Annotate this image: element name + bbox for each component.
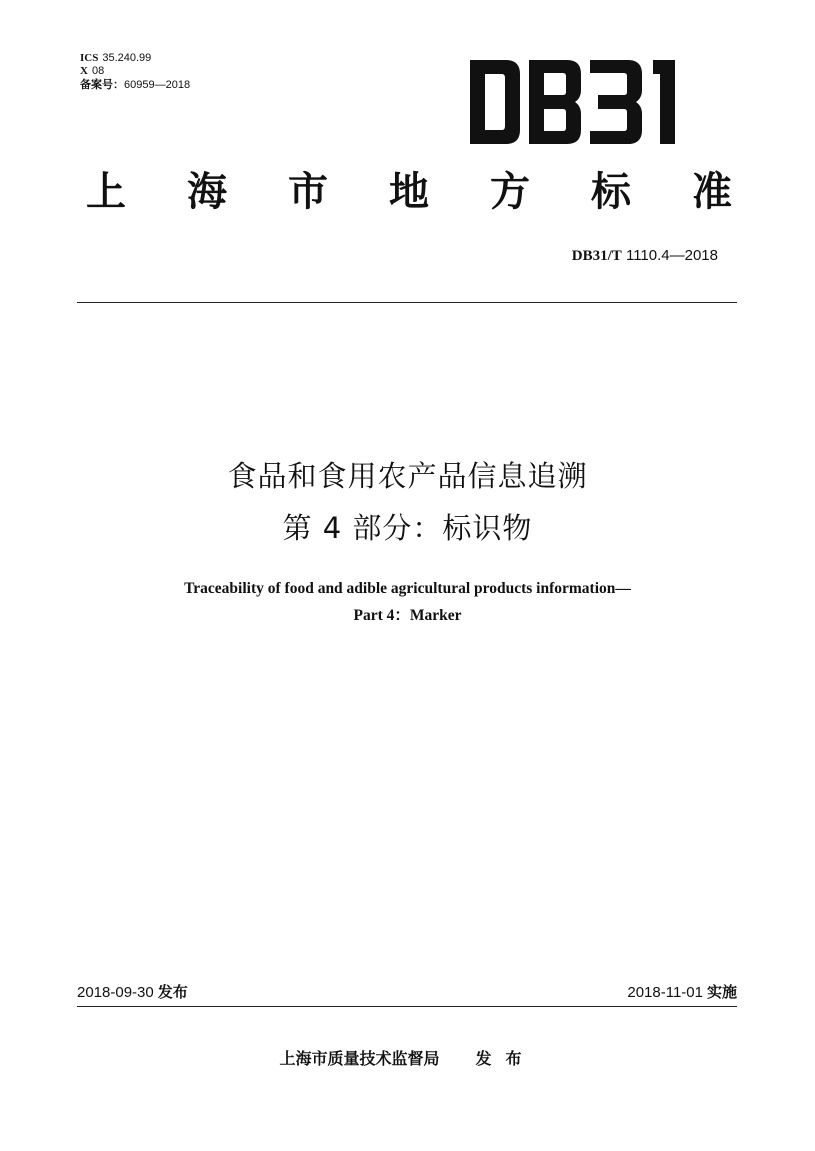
english-title-line-1: Traceability of food and adible agricultural products information— bbox=[184, 580, 631, 597]
ics-line bbox=[80, 52, 190, 65]
standard-number-prefix: DB31/T bbox=[571, 248, 622, 264]
standard-title-char: 方 bbox=[490, 169, 530, 215]
bottom-divider bbox=[77, 1006, 737, 1007]
standard-type-title bbox=[86, 166, 732, 218]
logo-letter-3 bbox=[590, 60, 642, 144]
implementation-date bbox=[627, 982, 737, 1003]
record-value: 60959—2018 bbox=[124, 79, 191, 91]
issuer-verb: 发布 bbox=[475, 1049, 536, 1068]
chinese-title-line-1: 食品和食用农产品信息追溯 bbox=[227, 459, 588, 493]
standard-number-value: 1110.4—2018 bbox=[625, 247, 718, 264]
implementation-date-value: 2018-11-01 bbox=[627, 984, 703, 1001]
top-divider bbox=[77, 302, 737, 303]
standard-title-char: 标 bbox=[591, 169, 631, 215]
issuer-name: 上海市质量技术监督局 bbox=[279, 1049, 440, 1068]
standard-title-char: 准 bbox=[692, 169, 732, 215]
standard-number bbox=[572, 246, 718, 266]
class-label: X bbox=[80, 65, 88, 77]
class-value: 08 bbox=[91, 65, 105, 77]
ics-value: 35.240.99 bbox=[102, 52, 152, 64]
standard-title-char: 上 bbox=[86, 169, 126, 215]
class-line bbox=[80, 65, 190, 78]
db31-logo bbox=[470, 60, 675, 144]
standard-title-char: 地 bbox=[389, 169, 429, 215]
record-line bbox=[80, 78, 190, 92]
implementation-date-label: 实施 bbox=[706, 983, 737, 1001]
issuing-authority bbox=[0, 1047, 815, 1071]
standard-title-char: 市 bbox=[288, 169, 328, 215]
issue-date bbox=[77, 982, 188, 1003]
logo-letter-d bbox=[470, 60, 520, 144]
issue-date-value: 2018-09-30 bbox=[77, 984, 154, 1001]
chinese-title-line-2: 第 4 部分：标识物 bbox=[282, 511, 533, 545]
standard-title-char: 海 bbox=[187, 169, 227, 215]
issue-date-label: 发布 bbox=[157, 983, 188, 1001]
record-label: 备案号： bbox=[80, 78, 124, 91]
logo-letter-1 bbox=[651, 60, 675, 144]
logo-letter-b bbox=[529, 60, 581, 144]
english-title-line-2: Part 4：Marker bbox=[353, 607, 462, 624]
classification-meta bbox=[80, 52, 190, 92]
ics-label: ICS bbox=[80, 52, 99, 64]
